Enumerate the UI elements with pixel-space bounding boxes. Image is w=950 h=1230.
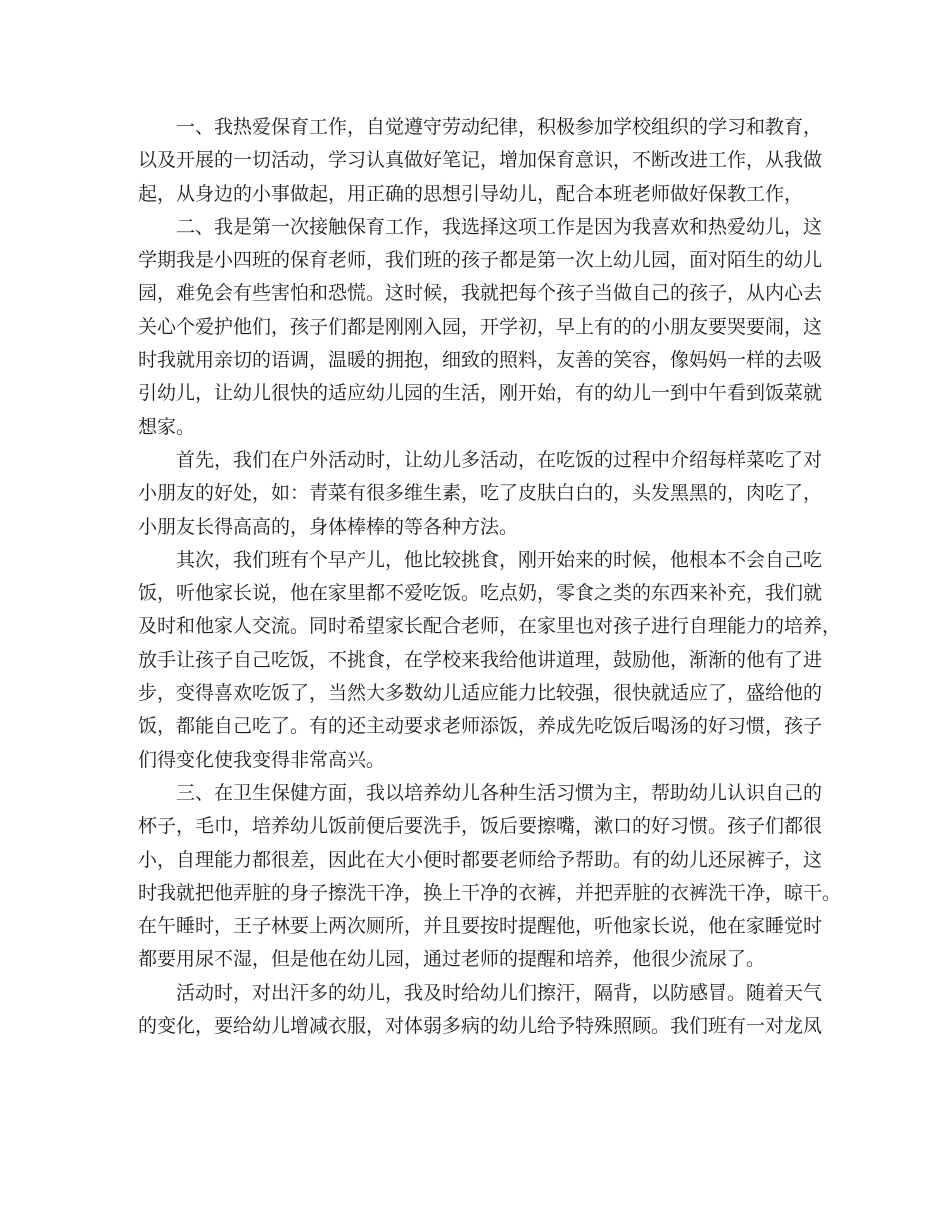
text-line: 起，从身边的小事做起，用正确的思想引导幼儿，配合本班老师做好保教工作，: [138, 182, 804, 205]
text-line: 们得变化使我变得非常高兴。: [138, 748, 386, 771]
text-line: 一、我热爱保育工作，自觉遵守劳动纪律，积极参加学校组织的学习和教育，: [176, 116, 823, 138]
text-line: 及时和他家人交流。同时希望家长配合老师，在家里也对孩子进行自理能力的培养，: [138, 615, 842, 638]
text-line: 活动时，对出汗多的幼儿，我及时给幼儿们擦汗，隔背，以防感冒。随着天气: [176, 981, 823, 1004]
text-line: 小，自理能力都很差，因此在大小便时都要老师给予帮助。有的幼儿还尿裤子，这: [138, 848, 823, 871]
text-line: 时我就用亲切的语调，温暖的拥抱，细致的照料，友善的笑容，像妈妈一样的去吸: [138, 349, 823, 372]
paragraph-1: [138, 111, 823, 211]
text-line: 的变化，要给幼儿增减衣服，对体弱多病的幼儿给予特殊照顾。我们班有一对龙凤: [138, 1015, 823, 1038]
text-line: 放手让孩子自己吃饭，不挑食，在学校来我给他讲道理，鼓励他，渐渐的他有了进: [138, 648, 823, 671]
text-line: 步，变得喜欢吃饭了，当然大多数幼儿适应能力比较强，很快就适应了，盛给他的: [138, 682, 823, 705]
text-line: 其次，我们班有个早产儿，他比较挑食，刚开始来的时候，他根本不会自己吃: [176, 548, 823, 571]
paragraph-6: [138, 977, 823, 1044]
text-line: 时我就把他弄脏的身子擦洗干净，换上干净的衣裤，并把弄脏的衣裤洗干净，晾干。: [138, 881, 842, 904]
paragraph-3: [138, 444, 823, 544]
paragraph-4: [138, 544, 842, 777]
text-line: 园，难免会有些害怕和恐慌。这时候，我就把每个孩子当做自己的孩子，从内心去: [138, 282, 823, 305]
text-line: 想家。: [138, 415, 196, 438]
text-line: 杯子，毛巾，培养幼儿饭前便后要洗手，饭后要擦嘴，漱口的好习惯。孩子们都很: [138, 815, 823, 838]
document-body: [138, 111, 842, 1043]
text-line: 首先，我们在户外活动时，让幼儿多活动，在吃饭的过程中介绍每样菜吃了对: [176, 448, 823, 471]
text-line: 引幼儿，让幼儿很快的适应幼儿园的生活，刚开始，有的幼儿一到中午看到饭菜就: [138, 382, 823, 405]
paragraph-5: [138, 777, 842, 977]
text-line: 三、在卫生保健方面，我以培养幼儿各种生活习惯为主，帮助幼儿认识自己的: [176, 781, 823, 804]
text-line: 饭，听他家长说，他在家里都不爱吃饭。吃点奶，零食之类的东西来补充，我们就: [138, 582, 823, 605]
text-line: 关心个爱护他们，孩子们都是刚刚入园，开学初，早上有的的小朋友要哭要闹，这: [138, 315, 823, 338]
text-line: 饭，都能自己吃了。有的还主动要求老师添饭，养成先吃饭后喝汤的好习惯，孩子: [138, 715, 823, 738]
text-line: 小朋友的好处，如：青菜有很多维生素，吃了皮肤白白的，头发黑黑的，肉吃了，: [138, 482, 823, 505]
text-line: 以及开展的一切活动，学习认真做好笔记，增加保育意识，不断改进工作，从我做: [138, 149, 823, 172]
text-line: 在午睡时，王子林要上两次厕所，并且要按时提醒他，听他家长说，他在家睡觉时: [138, 915, 823, 938]
text-line: 学期我是小四班的保育老师，我们班的孩子都是第一次上幼儿园，面对陌生的幼儿: [138, 249, 823, 272]
text-line: 都要用尿不湿，但是他在幼儿园，通过老师的提醒和培养，他很少流尿了。: [138, 948, 766, 971]
text-line: 二、我是第一次接触保育工作，我选择这项工作是因为我喜欢和热爱幼儿，这: [176, 215, 823, 238]
paragraph-2: [138, 211, 823, 444]
text-line: 小朋友长得高高的，身体棒棒的等各种方法。: [138, 515, 519, 538]
